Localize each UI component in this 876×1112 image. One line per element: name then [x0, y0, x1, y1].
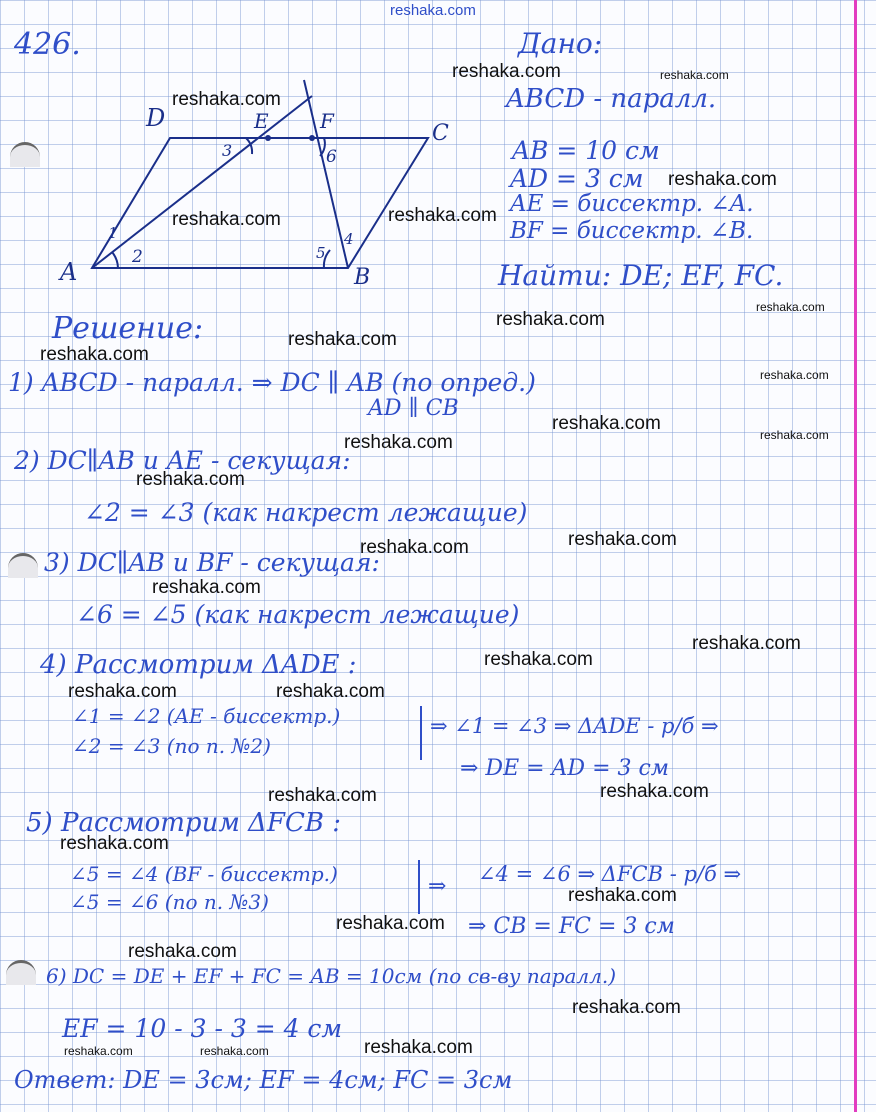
vertex-c-label: C	[432, 121, 449, 146]
given-line: AB = 10 см	[512, 136, 660, 165]
watermark: reshaka.com	[68, 681, 177, 702]
watermark: reshaka.com	[760, 428, 829, 442]
point-e-label: E	[254, 109, 269, 133]
watermark: reshaka.com	[200, 1044, 269, 1058]
watermark: reshaka.com	[692, 633, 801, 654]
angle-6-label: 6	[326, 147, 337, 167]
angle-1-label: 1	[108, 224, 118, 242]
given-line: AD = 3 см	[510, 164, 644, 193]
watermark: reshaka.com	[552, 413, 661, 434]
watermark: reshaka.com	[268, 785, 377, 806]
watermark: reshaka.com	[276, 681, 385, 702]
given-line: BF = биссектр. ∠B.	[510, 218, 754, 244]
watermark: reshaka.com	[568, 885, 677, 906]
step-6: 6) DC = DE + EF + FC = AB = 10см (по св-ву паралл.)	[46, 964, 617, 988]
vertex-b-label: B	[354, 265, 371, 290]
step-5-line: ∠5 = ∠4 (BF - биссектр.)	[70, 862, 338, 886]
watermark: reshaka.com	[152, 577, 261, 598]
problem-number: 426.	[14, 27, 81, 62]
point-e	[265, 135, 271, 141]
angle-5-label: 5	[316, 244, 326, 262]
watermark: reshaka.com	[136, 469, 245, 490]
step-6-sub: EF = 10 - 3 - 3 = 4 см	[62, 1014, 343, 1043]
step-4-conclusion: ⇒ ∠1 = ∠3 ⇒ ΔADE - р/б ⇒	[430, 714, 719, 738]
step-4-line: ∠2 = ∠3 (по п. №2)	[72, 734, 271, 758]
watermark: reshaka.com	[344, 432, 453, 453]
step-1-sub: AD ∥ CB	[368, 396, 459, 421]
angle-4-label: 4	[344, 230, 354, 248]
watermark: reshaka.com	[128, 941, 237, 962]
step-2: 2) DC∥AB и AE - секущая:	[14, 446, 351, 475]
watermark: reshaka.com	[60, 833, 169, 854]
angle-2-label: 2	[132, 247, 143, 267]
watermark: reshaka.com	[452, 61, 561, 82]
watermark: reshaka.com	[336, 913, 445, 934]
watermark: reshaka.com	[568, 529, 677, 550]
step-3: 3) DC∥AB и BF - секущая:	[44, 548, 380, 577]
watermark: reshaka.com	[496, 309, 605, 330]
given-line: AE = биссектр. ∠A.	[510, 191, 754, 217]
watermark: reshaka.com	[572, 997, 681, 1018]
vertex-d-label: D	[146, 104, 166, 132]
step-5-result: ⇒ CB = FC = 3 см	[468, 914, 675, 939]
watermark: reshaka.com	[172, 209, 281, 230]
step-5-conclusion: ∠4 = ∠6 ⇒ ΔFCB - р/б ⇒	[478, 862, 742, 886]
angle-3-label: 3	[222, 141, 233, 160]
step-5-arrow: ⇒	[428, 874, 447, 899]
bracket	[420, 706, 422, 760]
watermark: reshaka.com	[484, 649, 593, 670]
bracket	[418, 860, 420, 914]
step-4-result: ⇒ DE = AD = 3 см	[460, 756, 670, 781]
watermark: reshaka.com	[668, 169, 777, 190]
step-5: 5) Рассмотрим ΔFCB :	[26, 808, 341, 838]
watermark: reshaka.com	[288, 329, 397, 350]
step-4-line: ∠1 = ∠2 (AE - биссектр.)	[72, 704, 341, 728]
find-line: Найти: DE; EF, FC.	[498, 259, 784, 292]
point-f	[309, 135, 315, 141]
solution-header: Решение:	[52, 311, 204, 346]
watermark: reshaka.com	[40, 344, 149, 365]
given-line: ABCD - паралл.	[506, 84, 717, 114]
parallelogram-figure	[0, 0, 480, 300]
vertex-a-label: A	[60, 258, 78, 286]
step-2-sub: ∠2 = ∠3 (как накрест лежащие)	[84, 498, 528, 527]
answer-line: Ответ: DE = 3см; EF = 4см; FC = 3см	[14, 1066, 513, 1094]
watermark: reshaka.com	[64, 1044, 133, 1058]
watermark: reshaka.com	[756, 300, 825, 314]
watermark: reshaka.com	[388, 205, 497, 226]
given-header: Дано:	[518, 27, 603, 60]
site-header[interactable]: reshaka.com	[390, 2, 476, 19]
angle-arc	[112, 252, 118, 268]
step-3-sub: ∠6 = ∠5 (как накрест лежащие)	[76, 600, 520, 629]
binder-hole	[8, 553, 38, 578]
watermark: reshaka.com	[172, 89, 281, 110]
step-5-line: ∠5 = ∠6 (по п. №3)	[70, 890, 269, 914]
point-f-label: F	[320, 109, 334, 133]
watermark: reshaka.com	[364, 1037, 473, 1058]
bisector-ae	[92, 96, 312, 268]
watermark: reshaka.com	[600, 781, 709, 802]
page-margin-line	[854, 0, 857, 1112]
step-1: 1) ABCD - паралл. ⇒ DC ∥ AB (по опред.)	[8, 368, 536, 397]
step-4: 4) Рассмотрим ΔADE :	[40, 650, 357, 680]
watermark: reshaka.com	[660, 68, 729, 82]
watermark: reshaka.com	[360, 537, 469, 558]
watermark: reshaka.com	[760, 368, 829, 382]
binder-hole	[6, 960, 36, 985]
